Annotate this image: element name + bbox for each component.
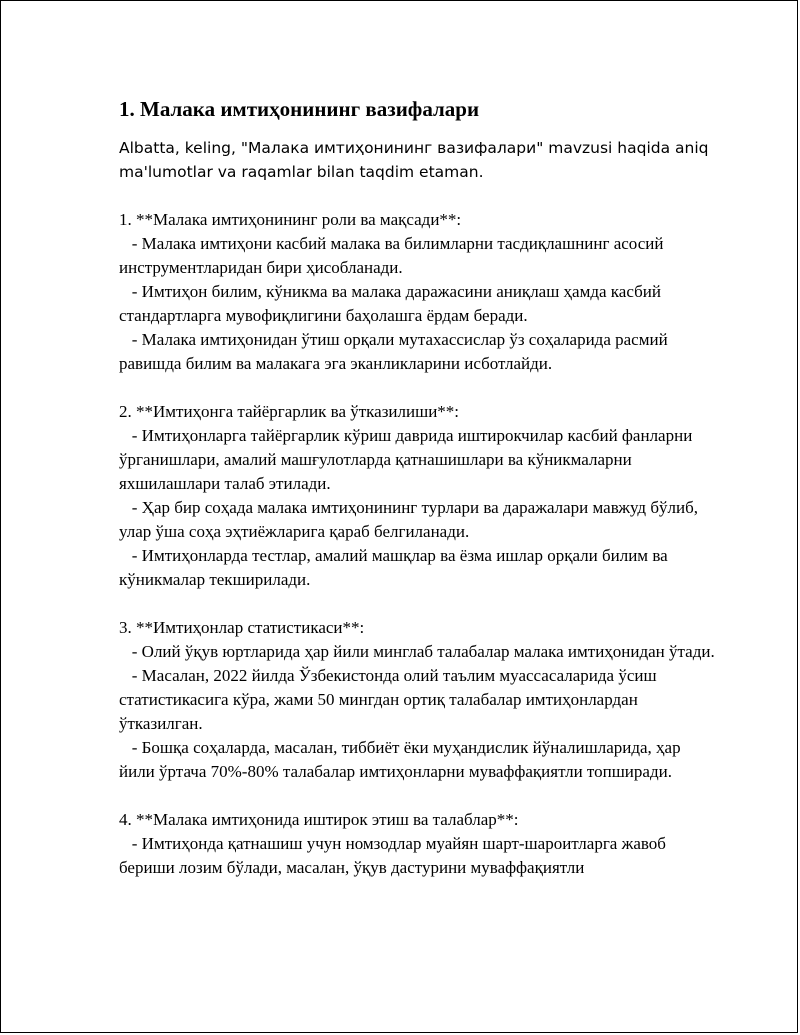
bullet-text: - Имтиҳон билим, кўникма ва малака даражасини аниқлаш ҳамда касбий стандартларга мувофиқлигини баҳолашга ёрдам беради. (119, 282, 661, 325)
section-title: 1. **Малака имтиҳонининг роли ва мақсади**: (119, 210, 462, 229)
section-bullet (119, 640, 719, 664)
section-bullet (119, 496, 719, 544)
section-title: 2. **Имтиҳонга тайёргарлик ва ўтказилиши**: (119, 402, 460, 421)
bullet-text: - Масалан, 2022 йилда Ўзбекистонда олий таълим муассасаларида ўсиш статистикасига кўра, жами 50 мингдан ортиқ талабалар имтиҳонлардан ўтказилган. (119, 666, 657, 733)
section-bullet (119, 328, 719, 376)
section-bullet (119, 664, 719, 736)
bullet-text: - Бошқа соҳаларда, масалан, тиббиёт ёки муҳандислик йўналишларида, ҳар йили ўртача 70%-80% талабалар имтиҳонларни муваффақиятли топширади. (119, 738, 681, 781)
bullet-text: - Малака имтиҳони касбий малака ва билимларни тасдиқлашнинг асосий инструментларидан бири ҳисобланади. (119, 234, 664, 277)
section-participation (119, 808, 719, 880)
section-role-purpose (119, 208, 719, 376)
section-title: 4. **Малака имтиҳонида иштирок этиш ва талаблар**: (119, 810, 519, 829)
section-preparation (119, 400, 719, 592)
section-bullet (119, 832, 719, 880)
section-statistics (119, 616, 719, 784)
section-bullet (119, 232, 719, 280)
section-bullet (119, 424, 719, 496)
section-title: 3. **Имтиҳонлар статистикаси**: (119, 618, 365, 637)
bullet-text: - Олий ўқув юртларида ҳар йили минглаб талабалар малака имтиҳонидан ўтади. (131, 642, 715, 661)
bullet-text: - Имтиҳонда қатнашиш учун номзодлар муайян шарт-шароитларга жавоб бериши лозим бўлади, масалан, ўқув дастурини муваффақиятли (119, 834, 666, 877)
bullet-text: - Имтиҳонларга тайёргарлик кўриш даврида иштирокчилар касбий фанларни ўрганишлари, амалий машғулотларда қатнашишлари ва кўникмаларни яхшилашлари талаб этилади. (119, 426, 693, 493)
document-heading: 1. Малака имтиҳонининг вазифалари (119, 97, 480, 121)
bullet-text: - Малака имтиҳонидан ўтиш орқали мутахассислар ўз соҳаларида расмий равишда билим ва малакага эга эканликларини исботлайди. (119, 330, 668, 373)
bullet-text: - Ҳар бир соҳада малака имтиҳонининг турлари ва даражалари мавжуд бўлиб, улар ўша соҳа эҳтиёжларига қараб белгиланади. (119, 498, 698, 541)
section-bullet (119, 280, 719, 328)
intro-paragraph: Albatta, keling, "Малака имтиҳонининг вазифалари" mavzusi haqida aniq ma'lumotlar va raqamlar bilan taqdim etaman. (119, 139, 709, 181)
bullet-text: - Имтиҳонларда тестлар, амалий машқлар ва ёзма ишлар орқали билим ва кўникмалар текширилади. (119, 546, 668, 589)
document-body (119, 96, 719, 904)
section-bullet (119, 544, 719, 592)
section-bullet (119, 736, 719, 784)
